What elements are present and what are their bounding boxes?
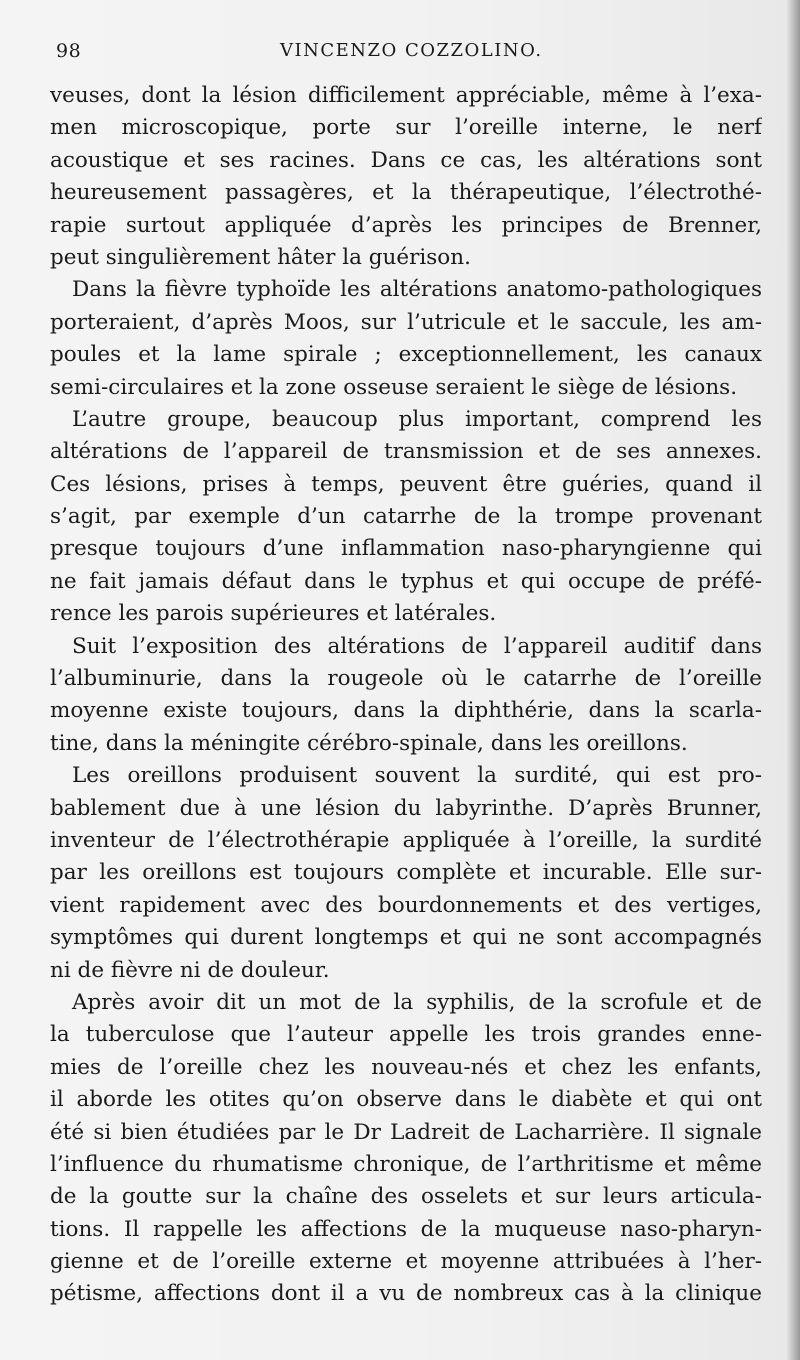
text-line: été si bien étudiées par le Dr Ladreit de Lacharrière. Il signale <box>50 1119 762 1145</box>
text-line: poules et la lame spirale ; exceptionnellement, les canaux <box>50 342 762 368</box>
text-line: heureusement passagères, et la thérapeutique, l’électrothé- <box>50 180 762 206</box>
text-line: presque toujours d’une inflammation naso-pharyngienne qui <box>50 536 762 562</box>
text-line: s’agit, par exemple d’un catarrhe de la trompe provenant <box>50 504 762 530</box>
text-line: inventeur de l’électrothérapie appliquée à l’oreille, la surdité <box>50 827 762 853</box>
text-line: l’influence du rhumatisme chronique, de l’arthritisme et même <box>50 1151 762 1177</box>
text-line: porteraient, d’après Moos, sur l’utricule et le saccule, les am- <box>50 309 762 335</box>
text-line: veuses, dont la lésion difficilement appréciable, même à l’exa- <box>50 83 762 108</box>
text-line: vient rapidement avec des bourdonnements et des vertiges, <box>50 892 762 918</box>
text-line: men microscopique, porte sur l’oreille interne, le nerf <box>50 115 762 141</box>
text-line: altérations de l’appareil de transmission et de ses annexes. <box>50 439 762 465</box>
text-line: bablement due à une lésion du labyrinthe. D’après Brunner, <box>50 795 762 821</box>
running-head <box>56 40 756 74</box>
text-line: ni de fièvre ni de douleur. <box>50 957 330 983</box>
text-line: la tuberculose que l’auteur appelle les trois grandes enne- <box>50 1022 762 1048</box>
text-line: semi-circulaires et la zone osseuse seraient le siège de lésions. <box>50 374 738 400</box>
text-line: symptômes qui durent longtemps et qui ne sont accompagnés <box>50 925 762 951</box>
text-line: de la goutte sur la chaîne des osselets et sur leurs articula- <box>50 1184 762 1210</box>
text-line: Ces lésions, prises à temps, peuvent être guéries, quand il <box>50 471 762 497</box>
text-line: l’albuminurie, dans la rougeole où le catarrhe de l’oreille <box>50 666 762 692</box>
text-line: rapie surtout appliquée d’après les principes de Brenner, <box>50 212 762 238</box>
text-line: mies de l’oreille chez les nouveau-nés et chez les enfants, <box>50 1054 762 1080</box>
text-line: Les oreillons produisent souvent la surdité, qui est pro- <box>72 763 762 789</box>
text-line: tions. Il rappelle les affections de la muqueuse naso-pharyn- <box>50 1216 762 1242</box>
page-number: 98 <box>56 40 82 62</box>
text-line: Dans la fièvre typhoïde les altérations anatomo-pathologiques <box>72 277 762 303</box>
text-line: Après avoir dit un mot de la syphilis, de la scrofule et de <box>72 989 762 1015</box>
text-line: par les oreillons est toujours complète et incurable. Elle sur- <box>50 860 762 886</box>
text-line: moyenne existe toujours, dans la diphthérie, dans la scarla- <box>50 698 762 724</box>
running-title: VINCENZO COZZOLINO. <box>280 40 543 61</box>
text-line: il aborde les otites qu’on observe dans le diabète et qui ont <box>50 1087 762 1113</box>
text-line: acoustique et ses racines. Dans ce cas, les altérations sont <box>50 147 762 173</box>
text-line: gienne et de l’oreille externe et moyenne attribuées à l’her- <box>50 1249 762 1275</box>
body-text <box>50 80 762 1311</box>
page-gutter-shadow <box>786 0 800 1360</box>
text-line: Suit l’exposition des altérations de l’appareil auditif dans <box>72 633 762 659</box>
text-line: pétisme, affections dont il a vu de nombreux cas à la clinique <box>50 1281 762 1307</box>
text-line: peut singulièrement hâter la guérison. <box>50 244 471 270</box>
text-line: L’autre groupe, beaucoup plus important, comprend les <box>72 406 762 432</box>
text-line: ne fait jamais défaut dans le typhus et qui occupe de préfé- <box>50 568 762 594</box>
text-line: tine, dans la méningite cérébro-spinale, dans les oreillons. <box>50 730 688 756</box>
text-line: rence les parois supérieures et latérales. <box>50 601 497 627</box>
